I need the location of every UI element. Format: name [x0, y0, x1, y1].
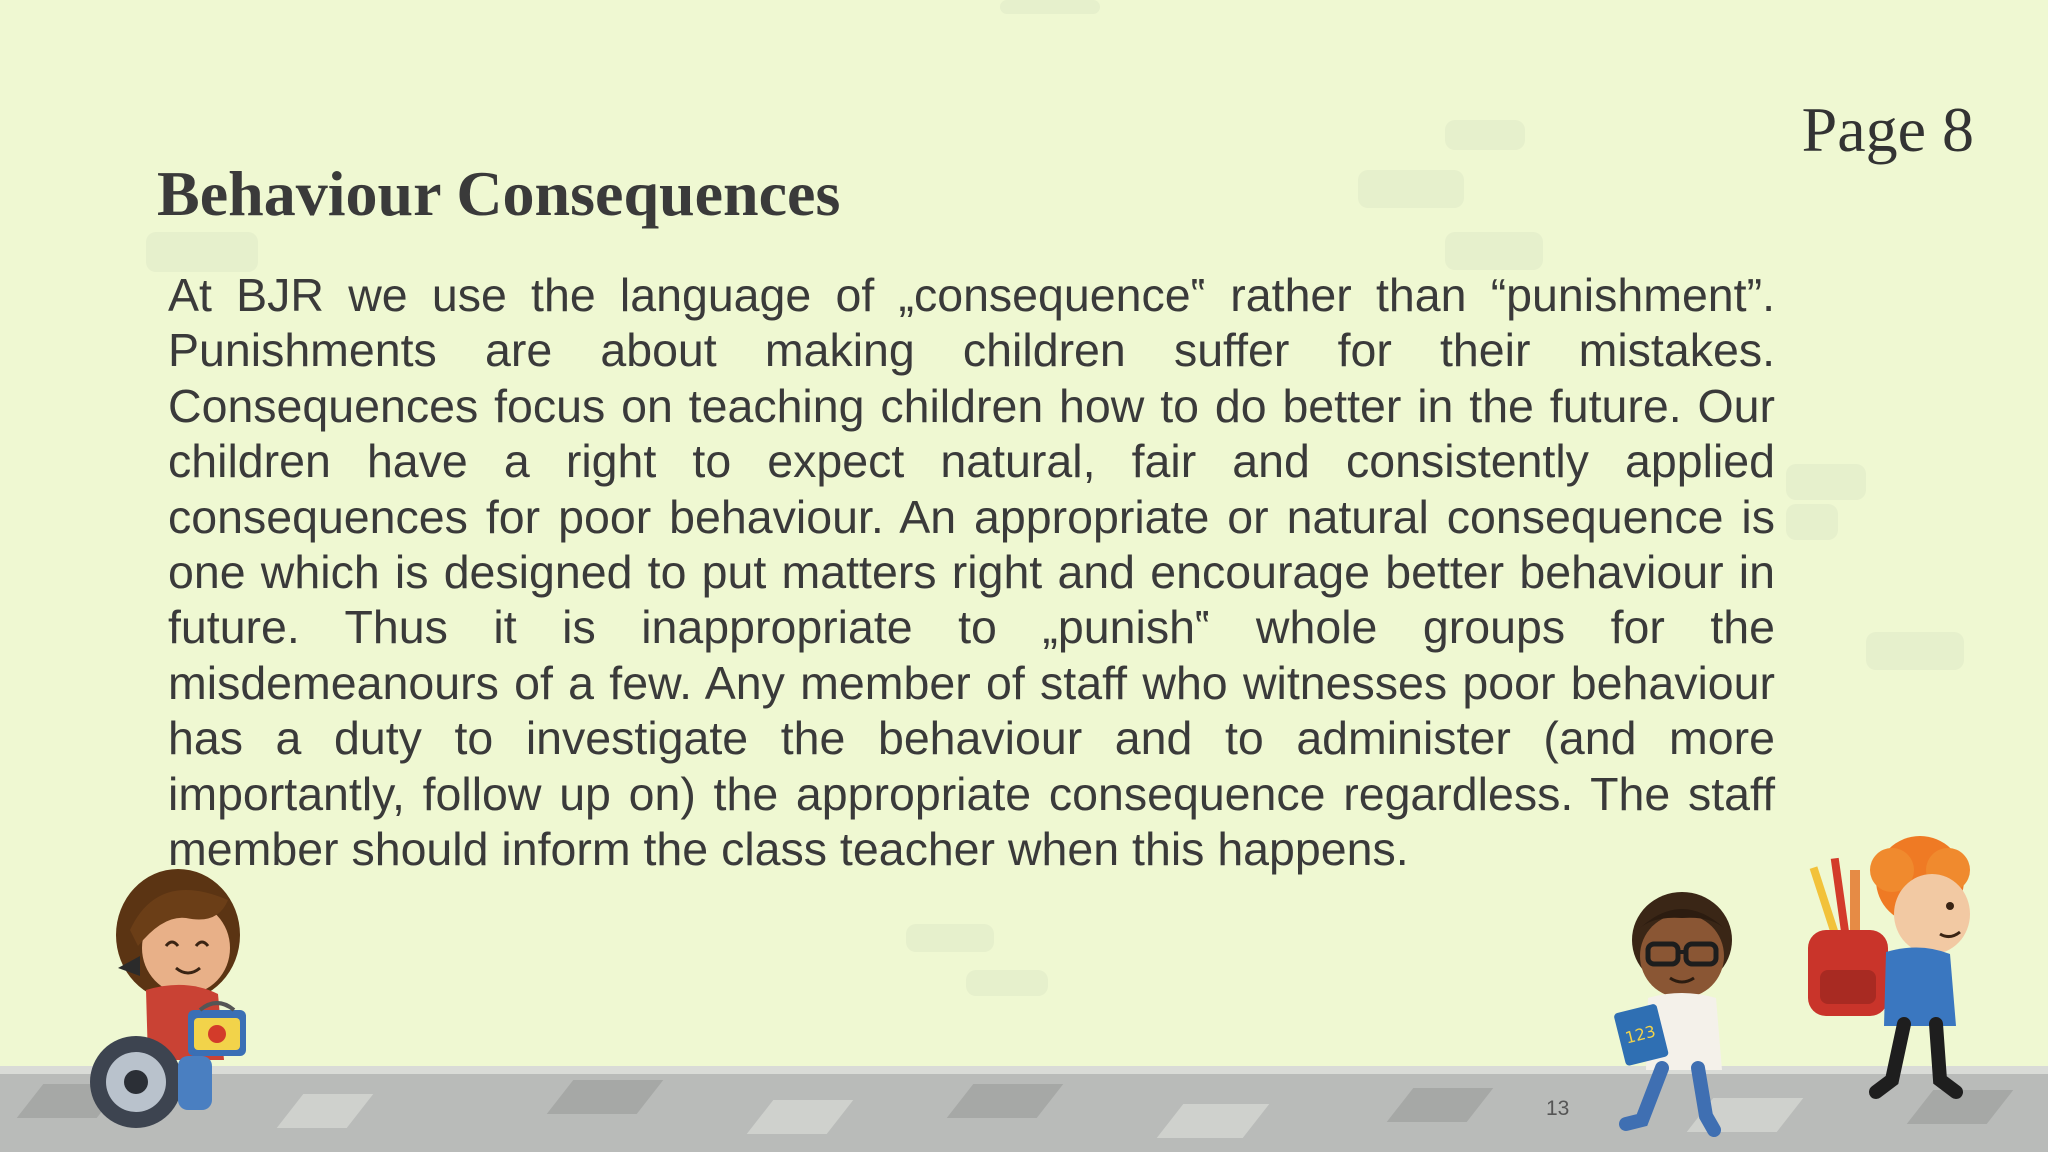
boy-with-backpack-illustration: [1800, 830, 2000, 1120]
background-brick: [1786, 504, 1838, 540]
background-brick: [1000, 0, 1100, 14]
background-brick: [146, 232, 258, 272]
body-paragraph: At BJR we use the language of „consequence‟ rather than “punishment”. Punishments are about making children suffer for their mistakes. Consequences focus on teaching children how to do better in the future. Our children have a right to expect natural, fair and consistently applied consequences for poor behaviour. An appropriate or natural consequence is one which is designed to put matters right and encourage better behaviour in future. Thus it is inappropriate to „punish‟ whole groups for the misdemeanours of a few. Any member of staff who witnesses poor behaviour has a duty to investigate the behaviour and to administer (and more importantly, follow up on) the appropriate consequence regardless. The staff member should inform the class teacher when this happens.: [168, 269, 1775, 876]
slide-title: Behaviour Consequences: [157, 158, 841, 229]
background-brick: [966, 970, 1048, 996]
background-brick: [1866, 632, 1964, 670]
page-label: Page 8: [1801, 94, 1974, 165]
svg-text:123: 123: [1623, 1021, 1658, 1048]
background-brick: [1358, 170, 1464, 208]
background-brick: [1445, 120, 1525, 150]
background-brick: [906, 924, 994, 952]
background-brick: [1445, 232, 1543, 270]
slide-number: 13: [1546, 1097, 1570, 1120]
girl-in-wheelchair-illustration: [68, 860, 288, 1130]
background-brick: [1786, 464, 1866, 500]
boy-with-book-illustration: [1590, 880, 1770, 1140]
